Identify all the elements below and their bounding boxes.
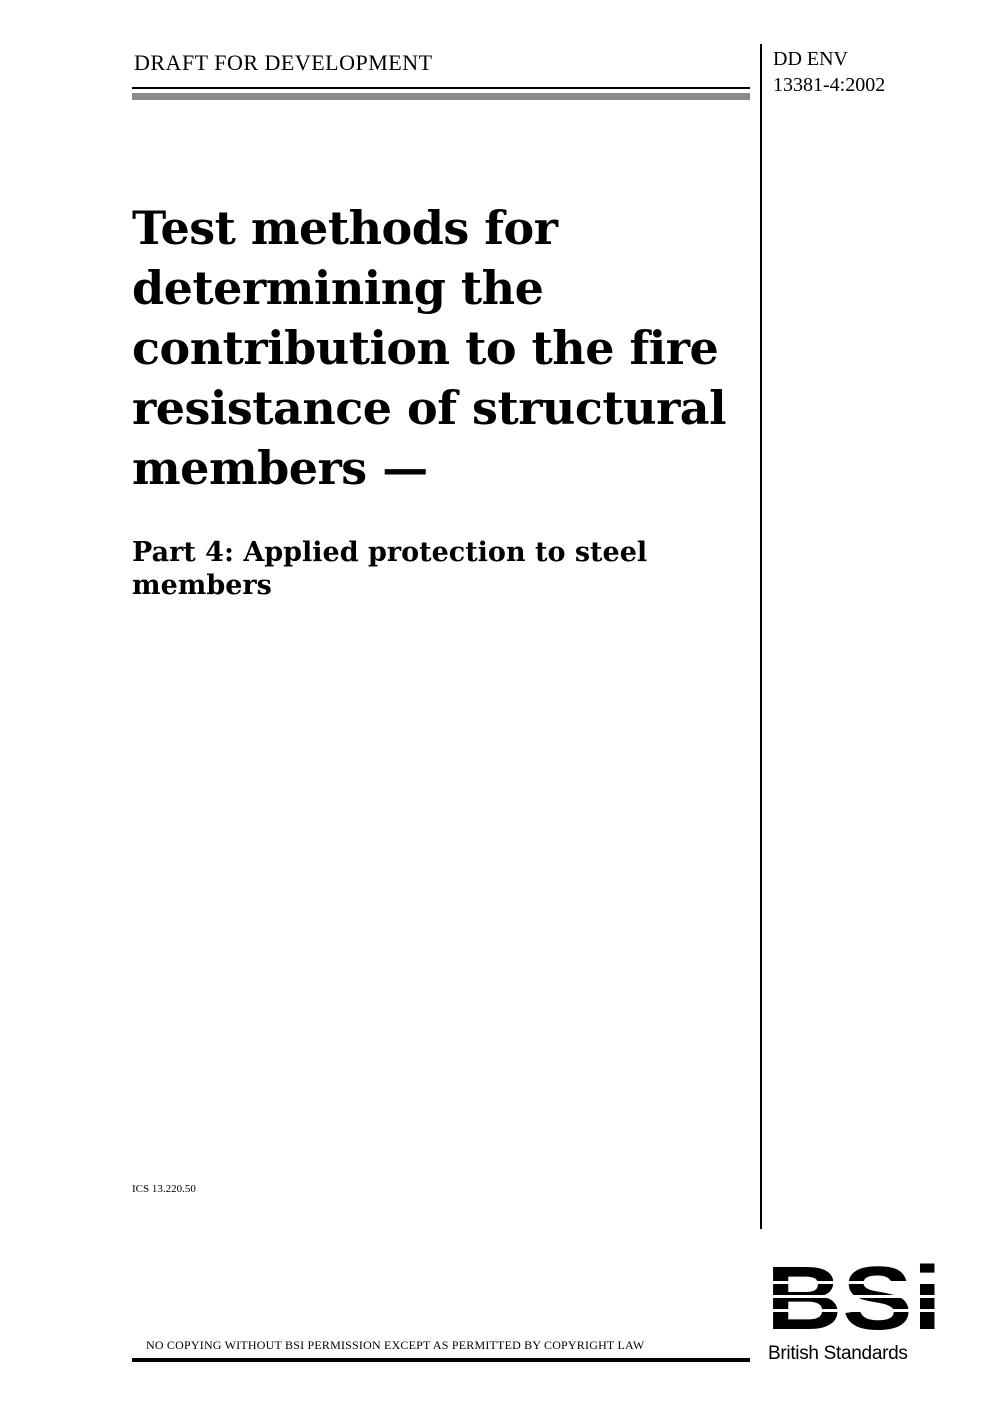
subtitle-line: Part 4: Applied protection to steel (132, 537, 648, 568)
doc-id-line-2: 13381-4:2002 (773, 74, 886, 96)
copyright-notice: NO COPYING WITHOUT BSI PERMISSION EXCEPT AS PERMITTED BY COPYRIGHT LAW (146, 1338, 645, 1352)
document-subtitle (132, 536, 752, 602)
header-rule-thin (132, 87, 750, 89)
title-line: resistance of structural (132, 381, 727, 435)
document-title (132, 198, 752, 498)
title-line: determining the (132, 261, 544, 315)
document-identifier (773, 46, 885, 98)
title-line: contribution to the fire (132, 321, 719, 375)
doc-id-line-1: DD ENV (773, 48, 848, 70)
draft-label: DRAFT FOR DEVELOPMENT (134, 50, 433, 75)
ics-code: ICS 13.220.50 (132, 1183, 196, 1195)
brand-name: British Standards (768, 1343, 908, 1364)
subtitle-line: members (132, 570, 272, 601)
bsi-logo (766, 1263, 946, 1331)
title-line: members — (132, 441, 428, 495)
footer-rule (132, 1358, 750, 1362)
vertical-divider (760, 44, 762, 1229)
header-rule-thick (132, 93, 750, 100)
title-line: Test methods for (132, 201, 558, 255)
